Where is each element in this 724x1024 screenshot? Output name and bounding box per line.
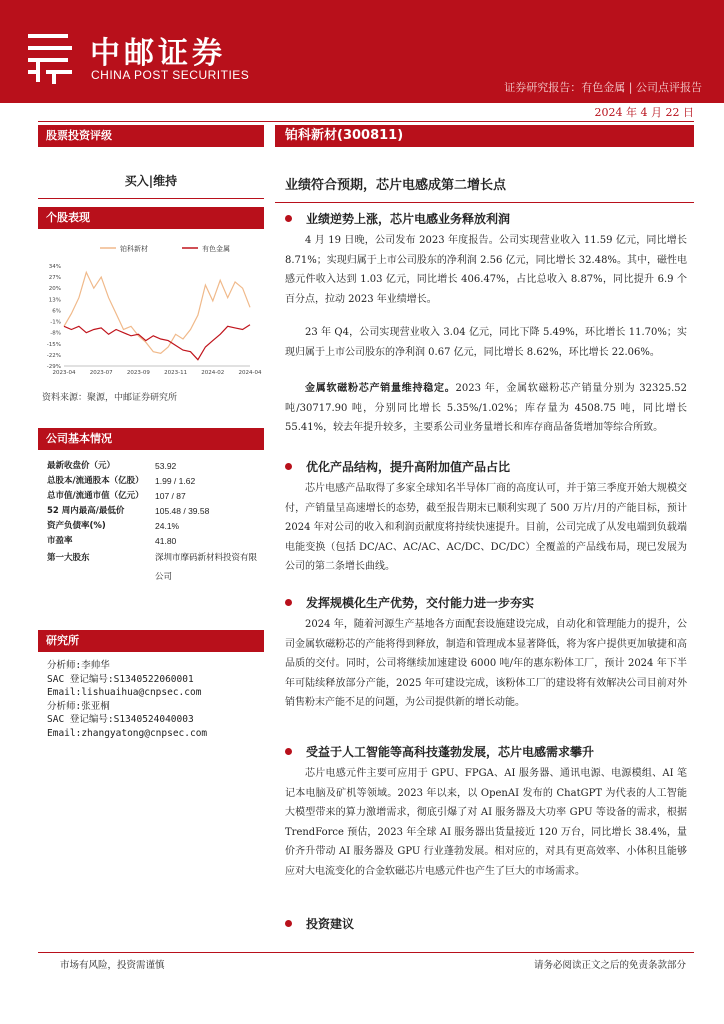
rating-value: 买入|维持	[124, 174, 178, 188]
series-line	[64, 272, 250, 353]
info-label: 资产负债率(%)	[47, 521, 106, 531]
bullet-icon	[285, 215, 292, 222]
info-row	[38, 504, 264, 519]
x-tick-label: 2024-04	[238, 370, 262, 376]
analyst-line: SAC 登记编号:S1340524040003	[47, 714, 194, 725]
header-divider	[38, 121, 694, 122]
y-tick-label: -15%	[46, 341, 61, 348]
info-value: 41.80	[155, 536, 177, 546]
section-heading	[285, 915, 354, 932]
x-tick-label: 2024-02	[201, 370, 225, 376]
legend-label: 有色金属	[202, 245, 230, 253]
paragraph-body: 2023 年，金属软磁粉芯产销量分别为 32325.52 吨/30717.90 吨，分别同比增长 5.35%/1.02%；库存量为 4508.75 吨，同比增长 55.41%，较去年提升较多，主要系公司业务量增长和库存商品备货增加等综合所致。	[285, 383, 688, 433]
terms-notice: 请务必阅读正文之后的免责条款部分	[533, 960, 686, 971]
report-headline: 业绩符合预期，芯片电感成第二增长点	[285, 178, 507, 193]
y-tick-label: 20%	[48, 286, 61, 293]
y-tick-label: 27%	[48, 275, 61, 282]
info-label: 最新收盘价（元）	[47, 461, 116, 471]
info-row	[38, 519, 264, 534]
info-value: 1.99 / 1.62	[155, 476, 196, 486]
company-title: 铂科新材(300811)	[275, 125, 694, 147]
y-tick-label: 13%	[48, 297, 61, 304]
x-tick-label: 2023-09	[126, 370, 150, 376]
info-label: 52 周内最高/最低价	[47, 506, 125, 516]
y-tick-label: 6%	[52, 308, 61, 315]
report-header	[0, 0, 724, 103]
risk-disclaimer: 市场有风险，投资需谨慎	[60, 960, 165, 971]
bullet-icon	[285, 599, 292, 606]
y-tick-label: -8%	[50, 330, 61, 337]
x-tick-label: 2023-04	[52, 370, 76, 376]
china-post-logo-icon	[24, 28, 76, 86]
analyst-line: Email:lishuaihua@cnpsec.com	[47, 687, 202, 698]
info-row	[38, 459, 264, 474]
section-heading-text: 发挥规模化生产优势，交付能力进一步夯实	[306, 596, 535, 610]
info-row	[38, 534, 264, 549]
section-heading-text: 投资建议	[306, 917, 355, 931]
section-heading-text: 业绩逆势上涨，芯片电感业务释放利润	[306, 212, 511, 226]
y-tick-label: 34%	[48, 264, 61, 270]
research-section-title: 研究所	[38, 630, 264, 652]
section-heading	[285, 210, 510, 227]
paragraph: 芯片电感元件主要可应用于 GPU、FPGA、AI 服务器、通讯电源、电源模组、AI 笔记本电脑及矿机等领域。2023 年以来，以 OpenAI 发布的 ChatGPT 为代表的人工智能大模型带来的算力激增需求，彻底引爆了对 AI 服务器及大功率 GPU 等设备的需求，根据 TrendForce 预估，2023 年全球 AI 服务器出货量接近 120 万台，同比增长 38.4%，量价齐升带动 AI 服务器及 GPU 行业蓬勃发展。相对应的，对具有更高效率、小体积且能够应对大电流变化的合金软磁芯片电感元件也产生了巨大的市场需求。	[285, 768, 687, 877]
basic-info-section-title: 公司基本情况	[38, 428, 264, 450]
info-value: 深圳市摩码新材料投资有限公司	[155, 553, 258, 582]
bullet-icon	[285, 748, 292, 755]
section-heading-text: 受益于人工智能等高科技蓬勃发展，芯片电感需求攀升	[306, 745, 595, 759]
section-heading	[285, 458, 510, 475]
paragraph: 4 月 19 日晚，公司发布 2023 年度报告。公司实现营业收入 11.59 亿元，同比增长 8.71%；实现归属于上市公司股东的净利润 2.56 亿元，同比增长 32.48%。其中，磁性电感元件收入达到 1.03 亿元，同比增长 406.47%，占比总收入 8.87%，同比提升 6.9 个百分点，拉动 2023 年业绩增长。	[285, 235, 687, 305]
main-content	[275, 125, 694, 931]
footer-divider	[38, 952, 694, 953]
left-sidebar	[38, 125, 264, 739]
paragraph-lead: 金属软磁粉芯产销量维持稳定。	[305, 383, 456, 394]
paragraph: 2024 年，随着河源生产基地各方面配套设施建设完成，自动化和管理能力的提升，公司金属软磁粉芯的产能将得到释放，制造和管理成本显著降低，将为客户提供更加敏捷和高品质的交付。同时，公司将继续加速建设 6000 吨/年的惠东粉体工厂，预计 2024 年下半年可陆续释放部分产能，2025 年可建设完成，该粉体工厂的建设将有效解决公司目前对外销售粉末产能不足的问题，为公司提供新的增长动能。	[285, 619, 687, 708]
x-tick-label: 2023-07	[89, 370, 113, 376]
performance-chart-svg	[38, 238, 264, 388]
chart-source: 资料来源：聚源，中邮证券研究所	[42, 393, 178, 403]
report-date: 2024 年 4 月 22 日	[594, 106, 694, 119]
analyst-line: SAC 登记编号:S1340522060001	[47, 673, 194, 685]
info-label: 市盈率	[47, 536, 73, 546]
info-value: 24.1%	[155, 521, 180, 531]
paragraph	[285, 379, 687, 438]
stock-performance-chart	[38, 238, 264, 488]
info-value: 105.48 / 39.58	[155, 506, 210, 516]
series-line	[64, 325, 250, 360]
analyst-list	[38, 659, 207, 740]
paragraph: 芯片电感产品取得了多家全球知名半导体厂商的高度认可，并于第三季度开始大规模交付，产销量呈高速增长的态势，截至报告期末已顺利实现了 500 万片/月的产能目标，预计 2024 年对公司的收入和利润贡献度将持续快速提升。目前，公司完成了从发电端到负载端电能变换（包括 DC/AC、AC/AC、AC/DC、DC/DC）全覆盖的产品线布局，现已发展为公司的第二条增长曲线。	[285, 483, 687, 572]
info-label: 第一大股东	[47, 553, 90, 563]
performance-section-title: 个股表现	[38, 207, 264, 229]
analyst-line: Email:zhangyatong@cnpsec.com	[47, 727, 208, 739]
rating-section-title: 股票投资评级	[38, 125, 264, 147]
bullet-icon	[285, 463, 292, 470]
basic-info-table	[38, 459, 264, 587]
rating-divider	[38, 198, 264, 199]
x-tick-label: 2023-11	[164, 370, 188, 376]
info-label: 总市值/流通市值（亿元）	[47, 491, 144, 501]
info-row	[38, 474, 264, 489]
y-tick-label: -22%	[46, 352, 61, 359]
brand-name-en: CHINA POST SECURITIES	[91, 68, 250, 82]
paragraph: 23 年 Q4，公司实现营业收入 3.04 亿元，同比下降 5.49%，环比增长 11.70%；实现归属于上市公司股东的净利润 0.67 亿元，同比增长 8.62%，环比增长 22.06%。	[285, 327, 687, 358]
section-heading	[285, 594, 534, 611]
info-row	[38, 549, 264, 587]
legend-label: 铂科新材	[120, 245, 148, 253]
info-value: 107 / 87	[155, 491, 186, 501]
y-tick-label: -29%	[46, 364, 61, 370]
bullet-icon	[285, 920, 292, 927]
section-heading	[285, 743, 594, 760]
section-heading-text: 优化产品结构，提升高附加值产品占比	[306, 460, 511, 474]
info-value: 53.92	[155, 461, 177, 471]
headline-divider	[275, 202, 694, 203]
y-tick-label: -1%	[50, 319, 61, 326]
analyst-line: 分析师:张亚桐	[47, 700, 110, 712]
info-row	[38, 489, 264, 504]
analyst-line: 分析师:李帅华	[47, 660, 110, 671]
report-type: 证券研究报告：有色金属 | 公司点评报告	[504, 81, 702, 94]
brand-name-cn: 中邮证券	[90, 36, 226, 71]
info-label: 总股本/流通股本（亿股）	[47, 476, 144, 486]
